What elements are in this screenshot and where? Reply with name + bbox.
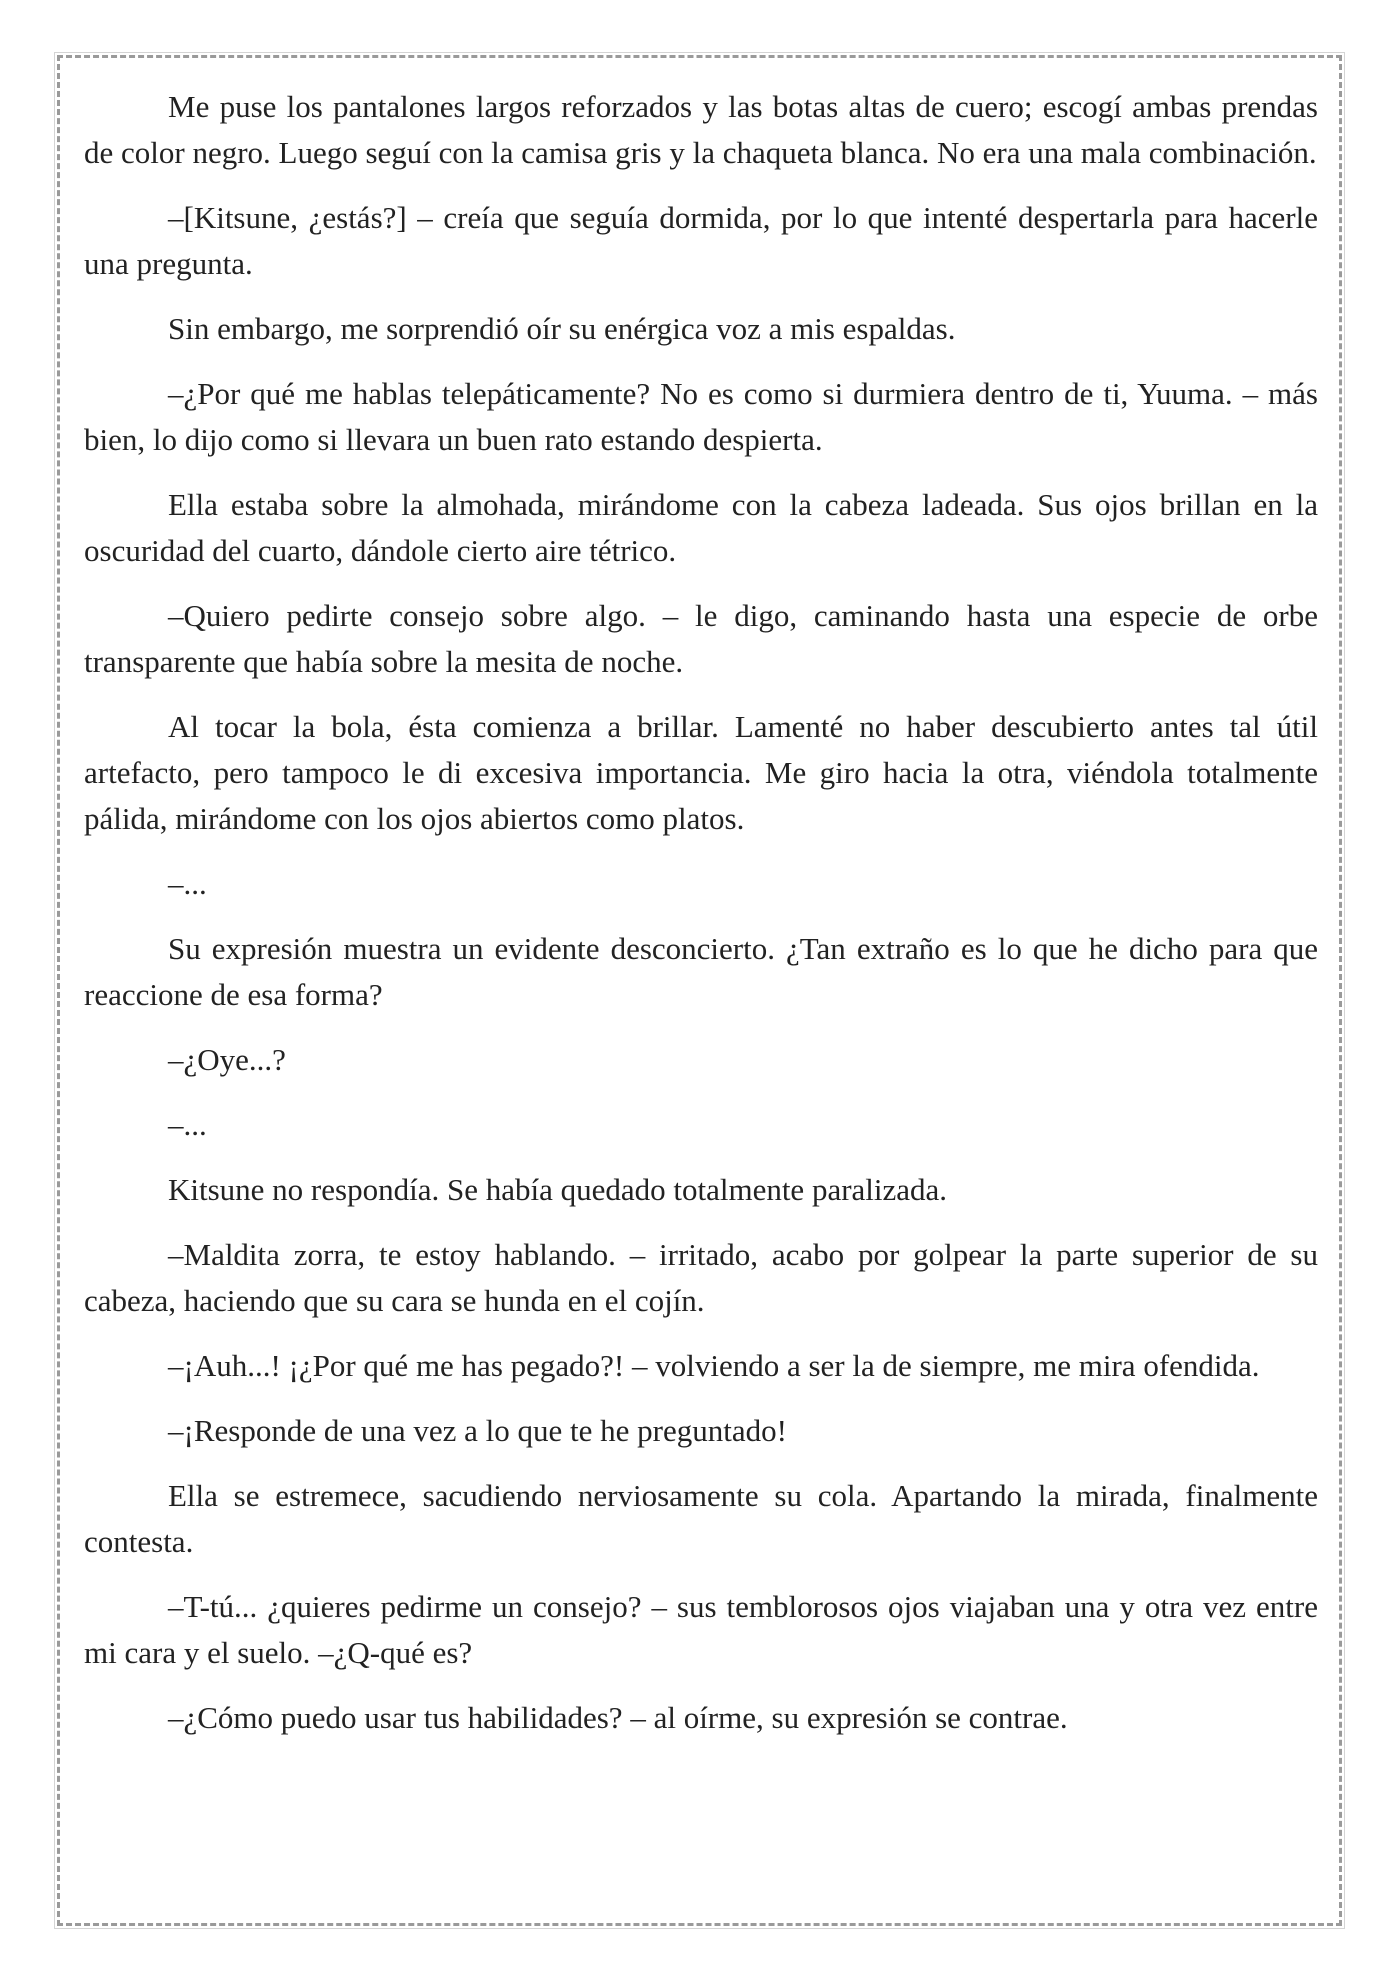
paragraph: –¿Oye...? (168, 1042, 286, 1077)
paragraph: Kitsune no respondía. Se había quedado totalmente paralizada. (168, 1172, 948, 1207)
paragraph: –Maldita zorra, te estoy hablando. – irritado, acabo por golpear la parte superior de su cabeza, haciendo que su cara se hunda en el cojín. (84, 1237, 1318, 1318)
paragraph: –[Kitsune, ¿estás?] – creía que seguía dormida, por lo que intenté despertarla para hacerle una pregunta. (84, 200, 1318, 281)
paragraph: Me puse los pantalones largos reforzados y las botas altas de cuero; escogí ambas prendas de color negro. Luego seguí con la camisa gris y la chaqueta blanca. No era una mala combinación. (84, 89, 1318, 170)
paragraph: Ella estaba sobre la almohada, mirándome con la cabeza ladeada. Sus ojos brillan en la oscuridad del cuarto, dándole cierto aire tétrico. (84, 487, 1318, 568)
paragraph: Su expresión muestra un evidente desconcierto. ¿Tan extraño es lo que he dicho para que reaccione de esa forma? (84, 931, 1318, 1012)
paragraph: Sin embargo, me sorprendió oír su enérgica voz a mis espaldas. (168, 311, 956, 346)
paragraph: Al tocar la bola, ésta comienza a brillar. Lamenté no haber descubierto antes tal útil artefacto, pero tampoco le di excesiva importancia. Me giro hacia la otra, viéndola totalmente pálida, mirándome con los ojos abiertos como platos. (84, 709, 1318, 836)
paragraph: Ella se estremece, sacudiendo nerviosamente su cola. Apartando la mirada, finalmente contesta. (84, 1478, 1318, 1559)
paragraph: –... (168, 866, 207, 901)
paragraph: –Quiero pedirte consejo sobre algo. – le digo, caminando hasta una especie de orbe transparente que había sobre la mesita de noche. (84, 598, 1318, 679)
document-body (84, 84, 1318, 1760)
paragraph: –¡Responde de una vez a lo que te he preguntado! (168, 1413, 787, 1448)
paragraph: –... (168, 1107, 207, 1142)
paragraph: –¿Cómo puedo usar tus habilidades? – al oírme, su expresión se contrae. (168, 1700, 1068, 1735)
paragraph: –¡Auh...! ¡¿Por qué me has pegado?! – volviendo a ser la de siempre, me mira ofendida. (168, 1348, 1260, 1383)
paragraph: –¿Por qué me hablas telepáticamente? No es como si durmiera dentro de ti, Yuuma. – más bien, lo dijo como si llevara un buen rato estando despierta. (84, 376, 1318, 457)
paragraph: –T-tú... ¿quieres pedirme un consejo? – sus temblorosos ojos viajaban una y otra vez entre mi cara y el suelo. –¿Q-qué es? (84, 1589, 1318, 1670)
